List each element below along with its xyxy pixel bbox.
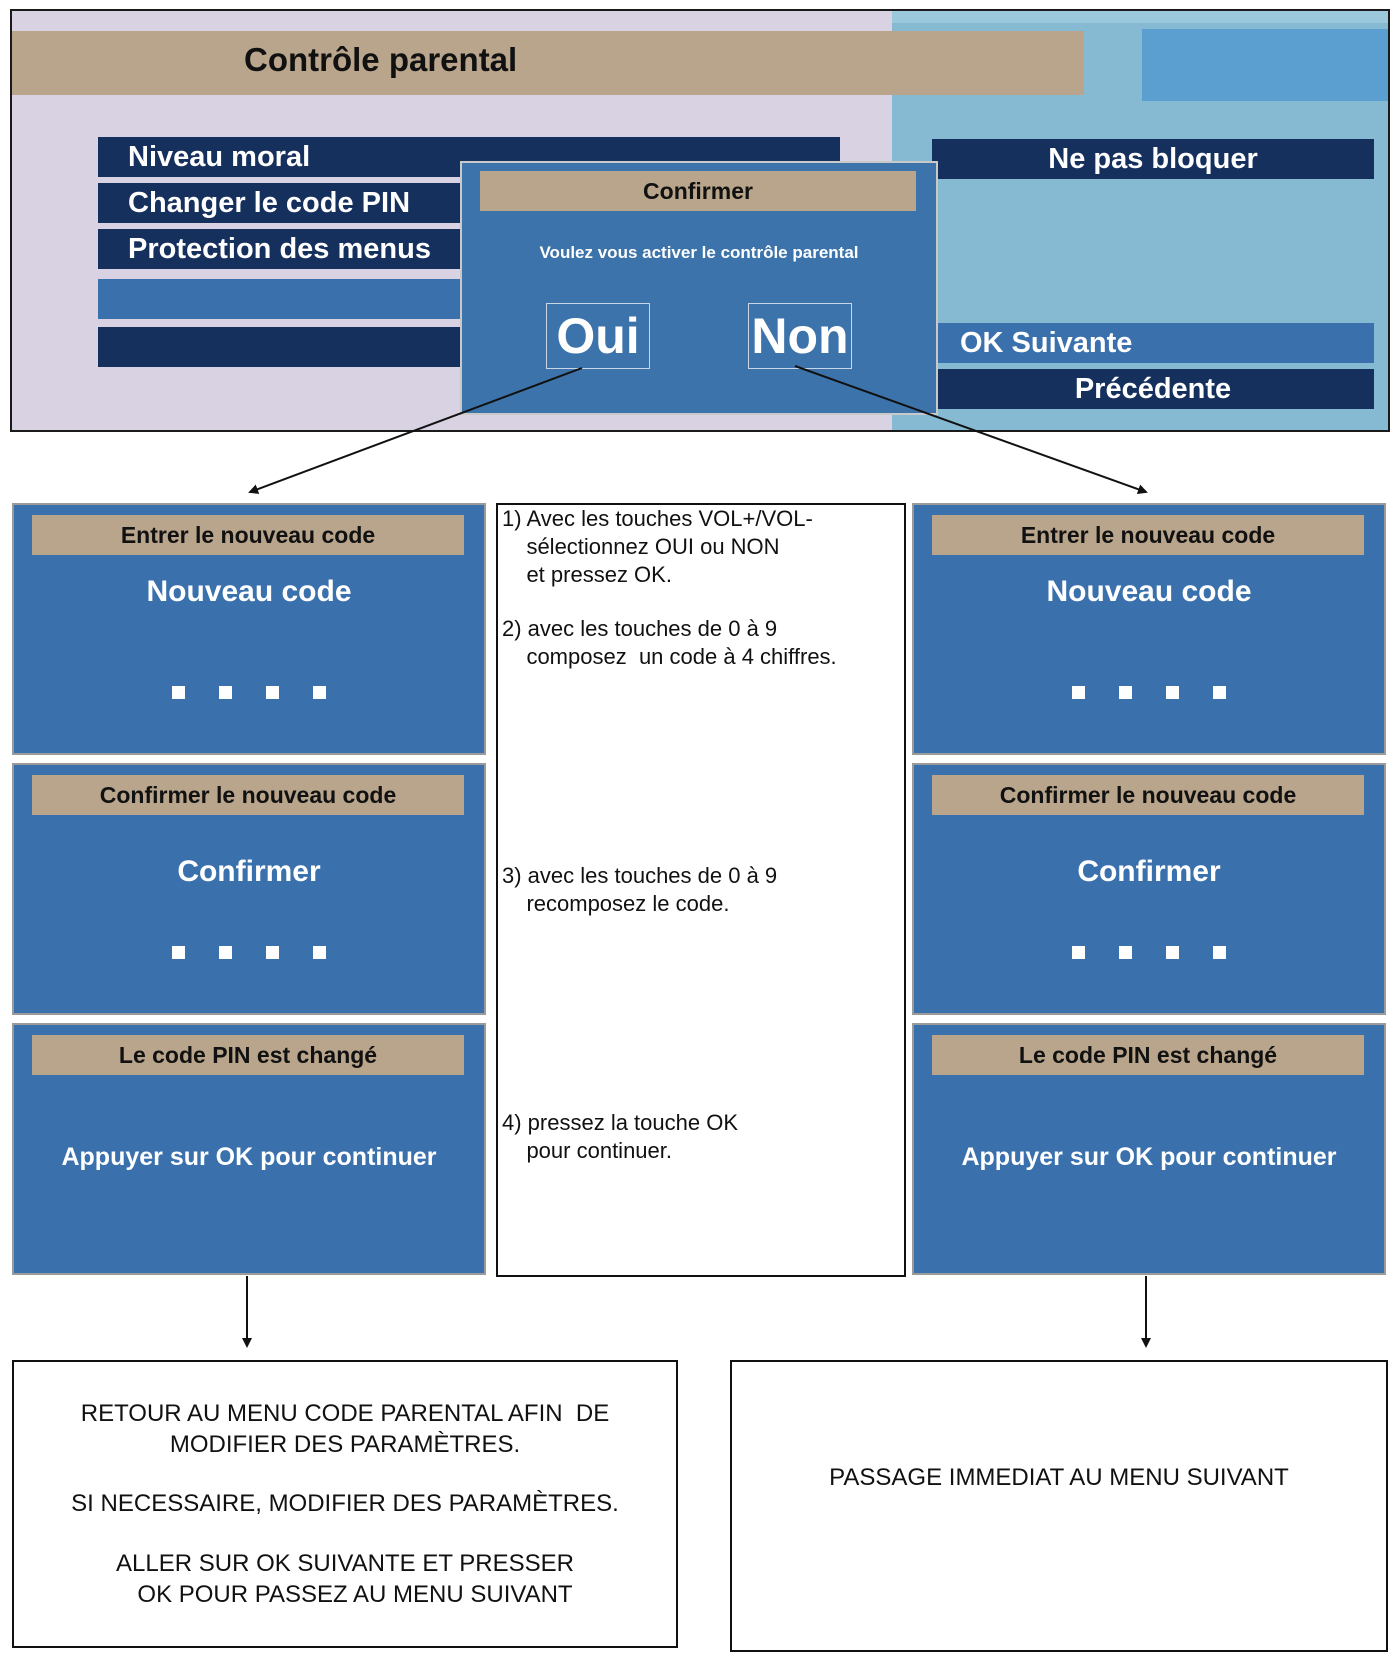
- menu-item-label: Protection des menus: [128, 233, 431, 265]
- confirm-label: Confirmer: [1077, 855, 1221, 888]
- new-code-label: Nouveau code: [146, 575, 352, 608]
- new-code-label: Nouveau code: [1046, 575, 1252, 608]
- outcome-text-3: ALLER SUR OK SUIVANTE ET PRESSER OK POUR PASSEZ AU MENU SUIVANT: [116, 1550, 574, 1608]
- pin-dots: [14, 935, 484, 966]
- right-new-code-panel: [912, 503, 1386, 755]
- panel-header: Le code PIN est changé: [32, 1035, 464, 1075]
- instruction-step-3: 3) avec les touches de 0 à 9 recomposez le code.: [502, 863, 778, 916]
- right-pin-changed-panel: [912, 1023, 1386, 1275]
- yes-button[interactable]: Oui: [546, 303, 650, 369]
- arrow-no: [795, 366, 1146, 492]
- confirm-label: Confirmer: [177, 855, 321, 888]
- instruction-step-2: 2) avec les touches de 0 à 9 composez un code à 4 chiffres.: [502, 616, 837, 669]
- left-outcome-box: [12, 1360, 678, 1648]
- arrow-yes: [250, 368, 582, 492]
- outcome-text-1: RETOUR AU MENU CODE PARENTAL AFIN DE MODIFIER DES PARAMÈTRES.: [80, 1400, 610, 1458]
- instructions-box: [496, 503, 906, 1277]
- block-setting-label: Ne pas bloquer: [1048, 143, 1258, 175]
- ok-next-label: OK Suivante: [960, 327, 1133, 359]
- previous-label: Précédente: [1074, 373, 1232, 405]
- pin-dots: [914, 935, 1384, 966]
- instruction-step-4: 4) pressez la touche OK pour continuer.: [502, 1110, 739, 1163]
- panel-header: Entrer le nouveau code: [932, 515, 1364, 555]
- dialog-title: Confirmer: [480, 171, 916, 211]
- outcome-text-2: SI NECESSAIRE, MODIFIER DES PARAMÈTRES.: [71, 1490, 619, 1517]
- no-button[interactable]: Non: [748, 303, 852, 369]
- left-new-code-panel: [12, 503, 486, 755]
- right-outcome-box: [730, 1360, 1388, 1652]
- left-confirm-code-panel: [12, 763, 486, 1015]
- right-confirm-code-panel: [912, 763, 1386, 1015]
- continue-message: Appuyer sur OK pour continuer: [61, 1143, 437, 1171]
- menu-item-label: Niveau moral: [128, 141, 311, 173]
- dialog-message: Voulez vous activer le contrôle parental: [539, 243, 859, 262]
- menu-item-label: Changer le code PIN: [128, 187, 411, 219]
- panel-header: Entrer le nouveau code: [32, 515, 464, 555]
- page-title: Contrôle parental: [244, 41, 518, 78]
- panel-header: Le code PIN est changé: [932, 1035, 1364, 1075]
- panel-header: Confirmer le nouveau code: [932, 775, 1364, 815]
- pin-dots: [14, 675, 484, 706]
- instruction-step-1: 1) Avec les touches VOL+/VOL- sélectionnez OUI ou NON et pressez OK.: [502, 506, 813, 587]
- continue-message: Appuyer sur OK pour continuer: [961, 1143, 1337, 1171]
- pin-dots: [914, 675, 1384, 706]
- left-pin-changed-panel: [12, 1023, 486, 1275]
- outcome-text-1: PASSAGE IMMEDIAT AU MENU SUIVANT: [829, 1464, 1289, 1491]
- panel-header: Confirmer le nouveau code: [32, 775, 464, 815]
